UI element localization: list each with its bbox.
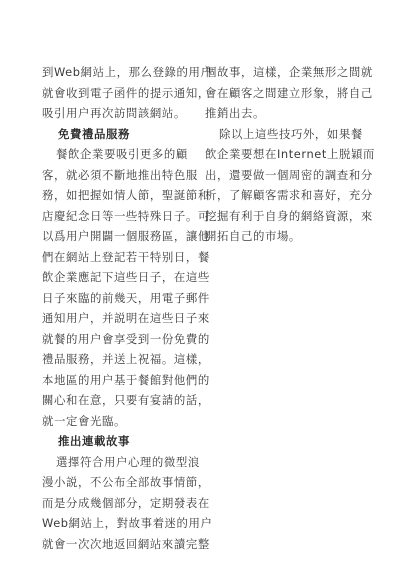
section1-line: 禮品服務，并送上祝福。這樣， <box>42 352 210 366</box>
continued-line-1: 個故事，這樣，企業無形之間就 <box>205 65 373 79</box>
section1-line: 以爲用户開闢一個服務區，讓他 <box>42 229 210 243</box>
section1-line: 關心和在意，只要有宴請的話， <box>42 393 210 407</box>
section-heading-free-gift: 免費禮品服務 <box>58 126 130 141</box>
section2-line: 選擇符合用户心理的微型浪 <box>56 454 200 469</box>
continued-line-3: 推銷出去。 <box>205 106 265 120</box>
section2-line: 而是分成幾個部分，定期發表在 <box>42 495 210 510</box>
section1-line: 務，如把握如情人節，聖誕節和 <box>42 188 210 202</box>
right-column <box>205 62 375 247</box>
intro-line-2: 就會收到電子函件的提示通知， <box>42 85 210 100</box>
closing-line: 出，還要做一個周密的調查和分 <box>205 167 373 182</box>
intro-line-1: 到Web網站上，那么登錄的用户 <box>42 65 213 79</box>
section1-line: 客，就必須不斷地推出特色服 <box>42 167 198 182</box>
section2-line: 漫小説，不公布全部故事情節， <box>42 475 210 489</box>
section1-line: 通知用户，并説明在這些日子來 <box>42 311 210 325</box>
closing-line: 除以上這些技巧外，如果餐 <box>219 126 363 141</box>
left-column <box>42 62 213 554</box>
closing-line: 飲企業要想在Internet上脱穎而 <box>205 147 375 161</box>
section-heading-serial-story: 推出連載故事 <box>58 434 130 448</box>
section1-line: 日子來臨的前幾天，用電子郵件 <box>42 290 210 305</box>
closing-line: 開拓自己的市場。 <box>205 229 301 243</box>
closing-line: 析，了解顧客需求和喜好，充分 <box>205 188 373 202</box>
section2-line: 就會一次次地返回網站來讀完整 <box>42 536 210 551</box>
section1-line: 就餐的用户會享受到一份免費的 <box>42 331 210 346</box>
section1-line: 飲企業應記下這些日子，在這些 <box>42 270 210 284</box>
section1-line: 就一定會光臨。 <box>42 413 126 428</box>
section1-line: 本地區的用户基于餐館對他們的 <box>42 372 210 387</box>
section1-line: 們在網站上登記若干特别日，餐 <box>42 249 210 264</box>
section2-line: Web網站上，對故事着迷的用户 <box>42 516 213 530</box>
section1-line: 店慶紀念日等一些特殊日子。可 <box>42 208 210 223</box>
intro-line-3: 吸引用户再次訪問該網站。 <box>42 106 186 120</box>
closing-line: 挖掘有利于自身的網絡資源，來 <box>205 208 373 223</box>
continued-line-2: 會在顧客之間建立形象，將自己 <box>205 85 373 100</box>
section1-line: 餐飲企業要吸引更多的顧 <box>56 147 188 161</box>
